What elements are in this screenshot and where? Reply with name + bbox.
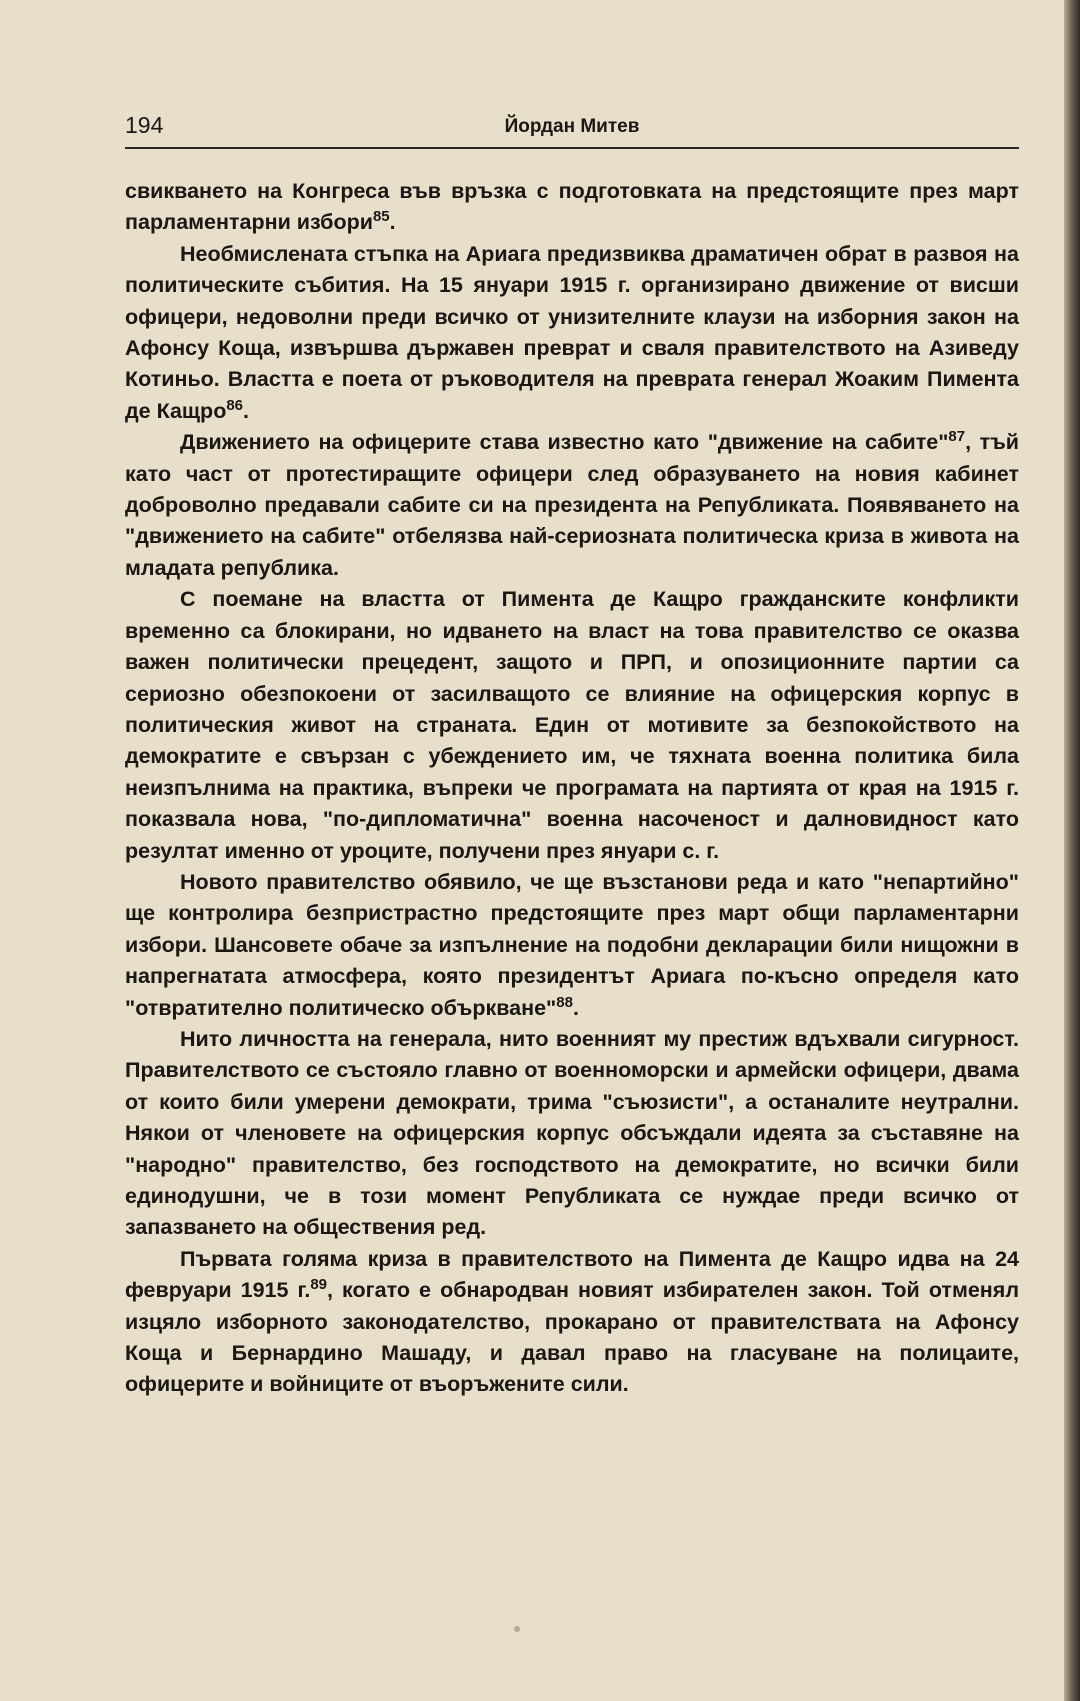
print-speck	[514, 1626, 520, 1632]
paragraph: свикването на Конгреса във връзка с подготовката на предстоящите през март парламентарни избори$^{85}$.	[125, 179, 1019, 235]
footnote-ref: 89	[310, 1276, 327, 1294]
footnote-ref: 88	[556, 993, 573, 1011]
header-rule	[125, 147, 1019, 149]
page-number: 194	[125, 112, 164, 138]
paragraph: Движението на офицерите става известно като "движение на сабите"$^{87}$, тъй като част от протестиращите офицери след образуването на новия кабинет доброволно предавали сабите си на президента на Републиката. Появяването на "движението на сабите" отбелязва най-сериозната политическа криза в живота на младата република.	[125, 428, 1019, 580]
footnote-ref: 85	[372, 208, 390, 226]
page-header	[125, 108, 1019, 148]
paragraph: С поемане на властта от Пимента де Кащро гражданските конфликти временно са блокирани, но идването на власт на това правителство се оказва важен политически прецедент, защото и ПРП, и опозиционните партии са сериозно обезпокоени от засилващото се влияние на офицерския корпус в политическия живот на страната. Един от мотивите за безпокойството на демократите е свързан с убеждението им, че тяхната военна политика била неизпълнима на практика, въпреки че програмата на партията от края на 1915 г. показвала нова, "по-дипломатична" военна насоченост и далновидност като резултат именно от уроците, получени през януари с. г.	[125, 587, 1019, 863]
body-text	[125, 176, 1019, 1401]
paragraph: Първата голяма криза в правителството на Пимента де Кащро идва на 24 февруари 1915 г.$^{89}$, когато е обнародван новият избирателен закон. Той отменял изцяло изборното законодателство, прокарано от правителствата на Афонсу Коща и Бернардино Машаду, и давал право на гласуване на полицаите, офицерите и войниците от въоръжените сили.	[125, 1246, 1019, 1397]
paragraph: Необмислената стъпка на Ариага предизвиква драматичен обрат в развоя на политическите събития. На 15 януари 1915 г. организирано движение от висши офицери, недоволни преди всичко от унизителните клаузи на изборния закон на Афонсу Коща, извършва държавен преврат и сваля правителството на Азиведу Котиньо. Властта е поета от ръководителя на преврата генерал Жоаким Пимента де Кащро$^{86}$.	[125, 241, 1019, 423]
paragraph: Новото правителство обявило, че ще възстанови реда и като "непартийно" ще контролира безпристрастно предстоящите през март общи парламентарни избори. Шансовете обаче за изпълнение на подобни декларации били нищожни в напрегнатата атмосфера, която президентът Ариага по-късно определя като "отвратително политическо объркване"$^{88}$.	[125, 869, 1019, 1020]
paragraph: Нито личността на генерала, нито военният му престиж вдъхвали сигурност. Правителството се състояло главно от военноморски и армейски офицери, двама от които били умерени демократи, трима "съюзисти", а останалите неутрални. Някои от членовете на офицерския корпус обсъждали идеята за съставяне на "народно" правителство, без господството на демократите, но всички били единодушни, че в този момент Републиката се нуждае преди всичко от запазването на обществения ред.	[125, 1026, 1019, 1240]
page-binding-edge	[1064, 0, 1080, 1701]
footnote-ref: 87	[948, 428, 966, 446]
footnote-ref: 86	[226, 396, 244, 414]
running-head: Йордан Митев	[504, 116, 640, 137]
